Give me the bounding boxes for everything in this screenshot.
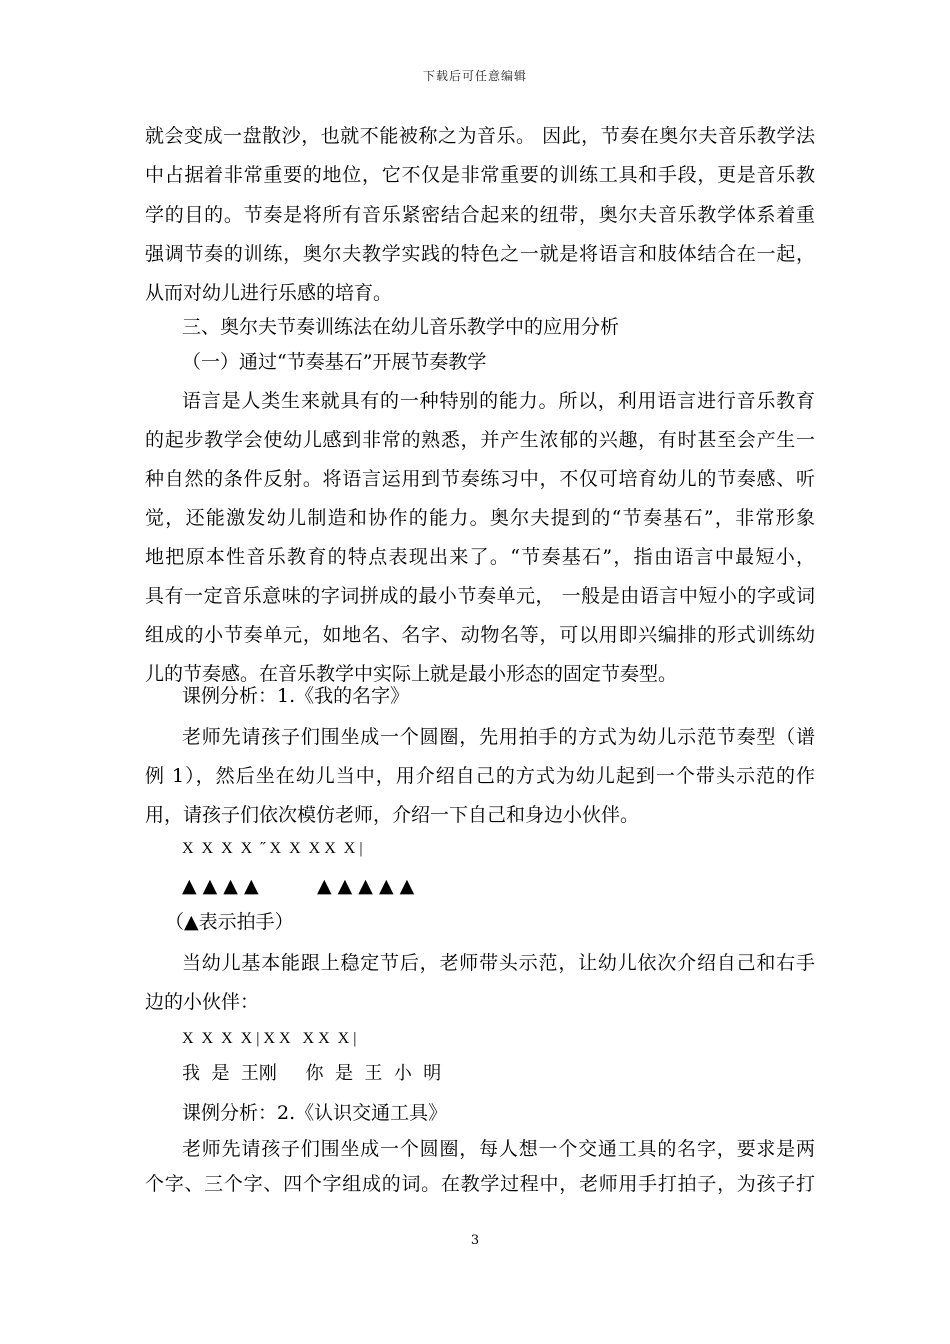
paragraph-line: 边的小伙伴： — [145, 991, 260, 1013]
case-title: 课例分析：1.《我的名字》 — [182, 685, 410, 707]
paragraph-line: 的起步教学会使幼儿感到非常的熟悉，并产生浓郁的兴趣，有时甚至会产生一 — [145, 429, 815, 451]
page-header: 下载后可任意编辑 — [422, 69, 527, 83]
paragraph-line: 强调节奏的训练，奥尔夫教学实践的特色之一就是将语言和肢体结合在一起， — [145, 243, 815, 265]
symbol-note: （▲表示拍手） — [165, 911, 294, 933]
section-heading: 三、奥尔夫节奏训练法在幼儿音乐教学中的应用分析 — [182, 316, 620, 338]
paragraph-line: 就会变成一盘散沙，也就不能被称之为音乐。 因此，节奏在奥尔夫音乐教学法 — [145, 125, 815, 147]
paragraph-line: 用，请孩子们依次模仿老师，介绍一下自己和身边小伙伴。 — [145, 804, 640, 826]
rhythm-notation: X X X X | X X X X X | — [182, 1030, 357, 1047]
paragraph-line: 儿的节奏感。在音乐教学中实际上就是最小形态的固定节奏型。 — [145, 663, 678, 685]
paragraph-line: 种自然的条件反射。将语言运用到节奏练习中，不仅可培育幼儿的节奏感、听 — [145, 468, 815, 490]
paragraph-line: 个字、三个字、四个字组成的词。在教学过程中，老师用手打拍子，为孩子打 — [145, 1173, 815, 1195]
paragraph-line: 具有一定音乐意味的字词拼成的最小节奏单元， 一般是由语言中短小的字或词 — [145, 585, 815, 607]
paragraph-line: 从而对幼儿进行乐感的培育。 — [145, 282, 393, 304]
paragraph-line: 例 1），然后坐在幼儿当中，用介绍自己的方式为幼儿起到一个带头示范的作 — [145, 765, 815, 787]
paragraph-line: 地把原本性音乐教育的特点表现出来了。“节奏基石”，指由语言中最短小， — [145, 546, 815, 568]
subsection-heading: （一）通过“节奏基石”开展节奏教学 — [182, 351, 487, 373]
paragraph-line: 语言是人类生来就具有的一种特别的能力。所以，利用语言进行音乐教育 — [182, 390, 815, 412]
page-number: 3 — [470, 1233, 480, 1248]
paragraph-line: 觉，还能激发幼儿制造和协作的能力。奥尔夫提到的“节奏基石”，非常形象 — [145, 507, 815, 529]
paragraph-line: 组成的小节奏单元，如地名、名字、动物名等，可以用即兴编排的形式训练幼 — [145, 624, 815, 646]
clap-symbols: ▲ ▲ ▲ ▲ ▲ — [317, 875, 415, 897]
rhythm-notation: X X X X ˝ X X X X X | — [182, 840, 363, 857]
rhythm-lyrics: 我 是 王刚 你 是 王 小 明 — [182, 1063, 442, 1084]
paragraph-line: 学的目的。节奏是将所有音乐紧密结合起来的纽带，奥尔夫音乐教学体系着重 — [145, 204, 815, 226]
paragraph-line: 中占据着非常重要的地位，它不仅是非常重要的训练工具和手段，更是音乐教 — [145, 164, 815, 186]
paragraph-line: 老师先请孩子们围坐成一个圆圈，每人想一个交通工具的名字，要求是两 — [182, 1138, 815, 1160]
clap-symbols: ▲ ▲ ▲ ▲ — [182, 875, 259, 897]
paragraph-line: 当幼儿基本能跟上稳定节后，老师带头示范，让幼儿依次介绍自己和右手 — [182, 952, 815, 974]
case-title: 课例分析：2.《认识交通工具》 — [182, 1102, 448, 1124]
paragraph-line: 老师先请孩子们围坐成一个圆圈，先用拍手的方式为幼儿示范节奏型（谱 — [182, 726, 815, 748]
